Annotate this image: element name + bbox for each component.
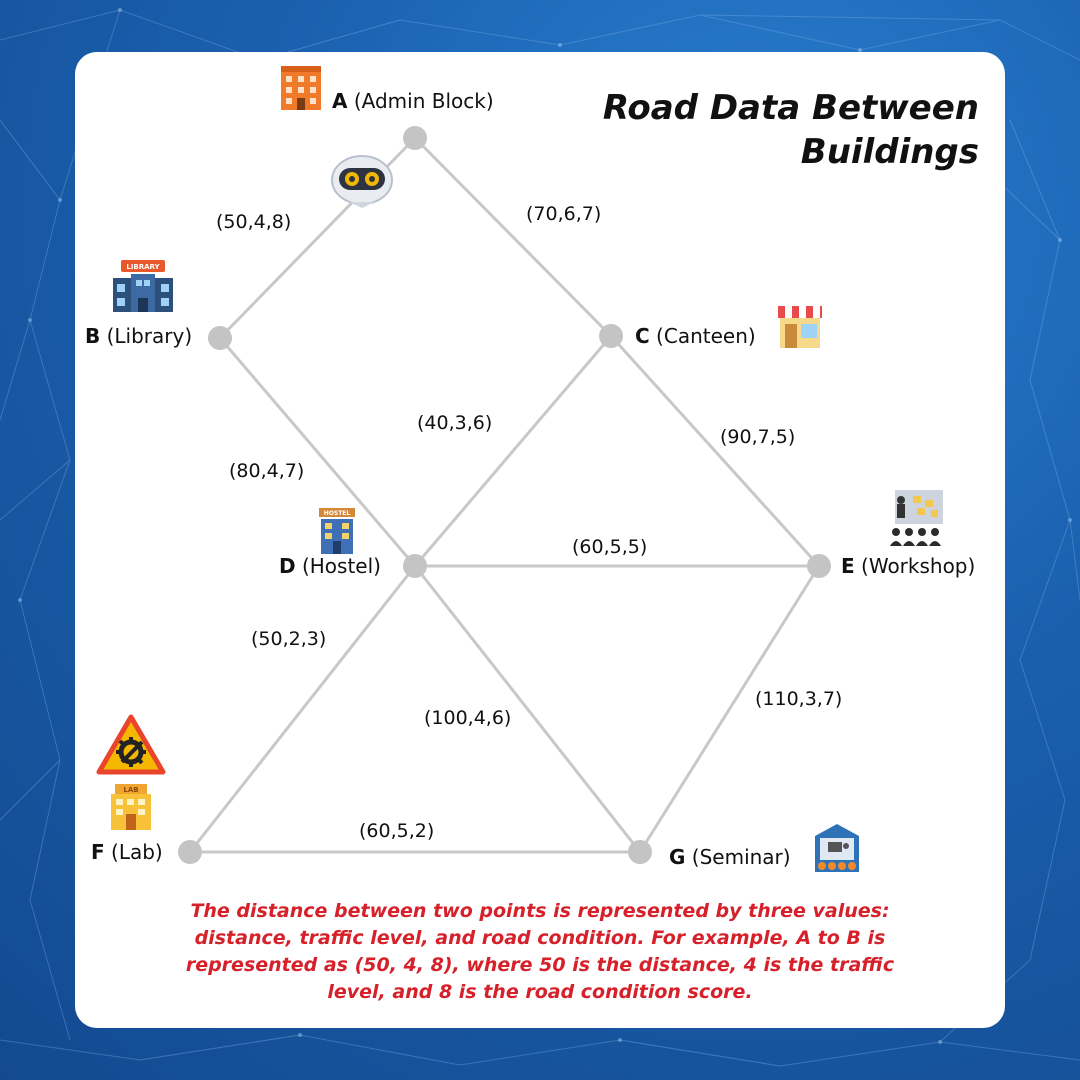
- node-e: [807, 554, 831, 578]
- node-building-name: (Library): [106, 324, 193, 348]
- node-letter: C: [635, 324, 650, 348]
- node-f: [178, 840, 202, 864]
- office-building-icon: [278, 62, 324, 110]
- node-building-name: (Hostel): [301, 554, 381, 578]
- edge-label-d-f: (50,2,3): [251, 628, 327, 650]
- edge-label-e-g: (110,3,7): [755, 688, 843, 710]
- seminar-hall-icon: [813, 822, 861, 872]
- node-letter: G: [669, 845, 686, 869]
- road-graph: [75, 52, 1005, 1028]
- node-letter: F: [91, 840, 105, 864]
- edge-label-a-b: (50,4,8): [216, 211, 292, 233]
- diagram-card: [75, 52, 1005, 1028]
- hostel-icon: [316, 508, 358, 554]
- edge-label-b-d: (80,4,7): [229, 460, 305, 482]
- library-icon: [111, 260, 175, 312]
- svg-text:LAB: LAB: [123, 786, 139, 794]
- nodes-layer: [178, 126, 831, 864]
- node-building-name: (Workshop): [861, 554, 976, 578]
- lab-building-icon: [107, 784, 155, 830]
- road-edge-d-f: [190, 566, 415, 852]
- road-edge-a-c: [415, 138, 611, 336]
- node-b: [208, 326, 232, 350]
- node-building-name: (Seminar): [691, 845, 791, 869]
- node-label-e: [841, 554, 975, 578]
- node-c: [599, 324, 623, 348]
- robot-mascot-icon: [327, 150, 397, 210]
- node-label-a: [332, 89, 494, 113]
- node-building-name: (Canteen): [656, 324, 756, 348]
- edge-label-c-e: (90,7,5): [720, 426, 796, 448]
- edge-label-d-g: (100,4,6): [424, 707, 512, 729]
- edge-label-d-e: (60,5,5): [572, 536, 648, 558]
- edges-layer: [190, 138, 819, 852]
- edge-label-f-g: (60,5,2): [359, 820, 435, 842]
- storefront-icon: [777, 302, 823, 348]
- node-d: [403, 554, 427, 578]
- node-building-name: (Admin Block): [353, 89, 494, 113]
- road-edge-c-d: [415, 336, 611, 566]
- gear-warning-sign-icon: [96, 714, 166, 776]
- svg-text:LIBRARY: LIBRARY: [126, 263, 160, 271]
- node-g: [628, 840, 652, 864]
- node-label-c: [635, 324, 756, 348]
- svg-text:HOSTEL: HOSTEL: [323, 510, 351, 517]
- node-letter: B: [85, 324, 101, 348]
- node-label-g: [669, 845, 791, 869]
- road-edge-c-e: [611, 336, 819, 566]
- edge-label-a-c: (70,6,7): [526, 203, 602, 225]
- presentation-audience-icon: [887, 488, 945, 548]
- node-letter: A: [332, 89, 348, 113]
- diagram-title: Road Data Between Buildings: [602, 88, 979, 172]
- node-label-d: [279, 554, 381, 578]
- node-letter: D: [279, 554, 296, 578]
- edge-label-c-d: (40,3,6): [417, 412, 493, 434]
- explanation-note: The distance between two points is represented by three values: distance, traffic level, and road condition. For example, A to B is represented as (50, 4, 8), where 50 is the distance, 4 is the traffic level, and 8 is the road condition score.: [185, 900, 895, 1003]
- node-letter: E: [841, 554, 855, 578]
- node-a: [403, 126, 427, 150]
- node-label-f: [91, 840, 163, 864]
- node-building-name: (Lab): [111, 840, 163, 864]
- node-label-b: [85, 324, 192, 348]
